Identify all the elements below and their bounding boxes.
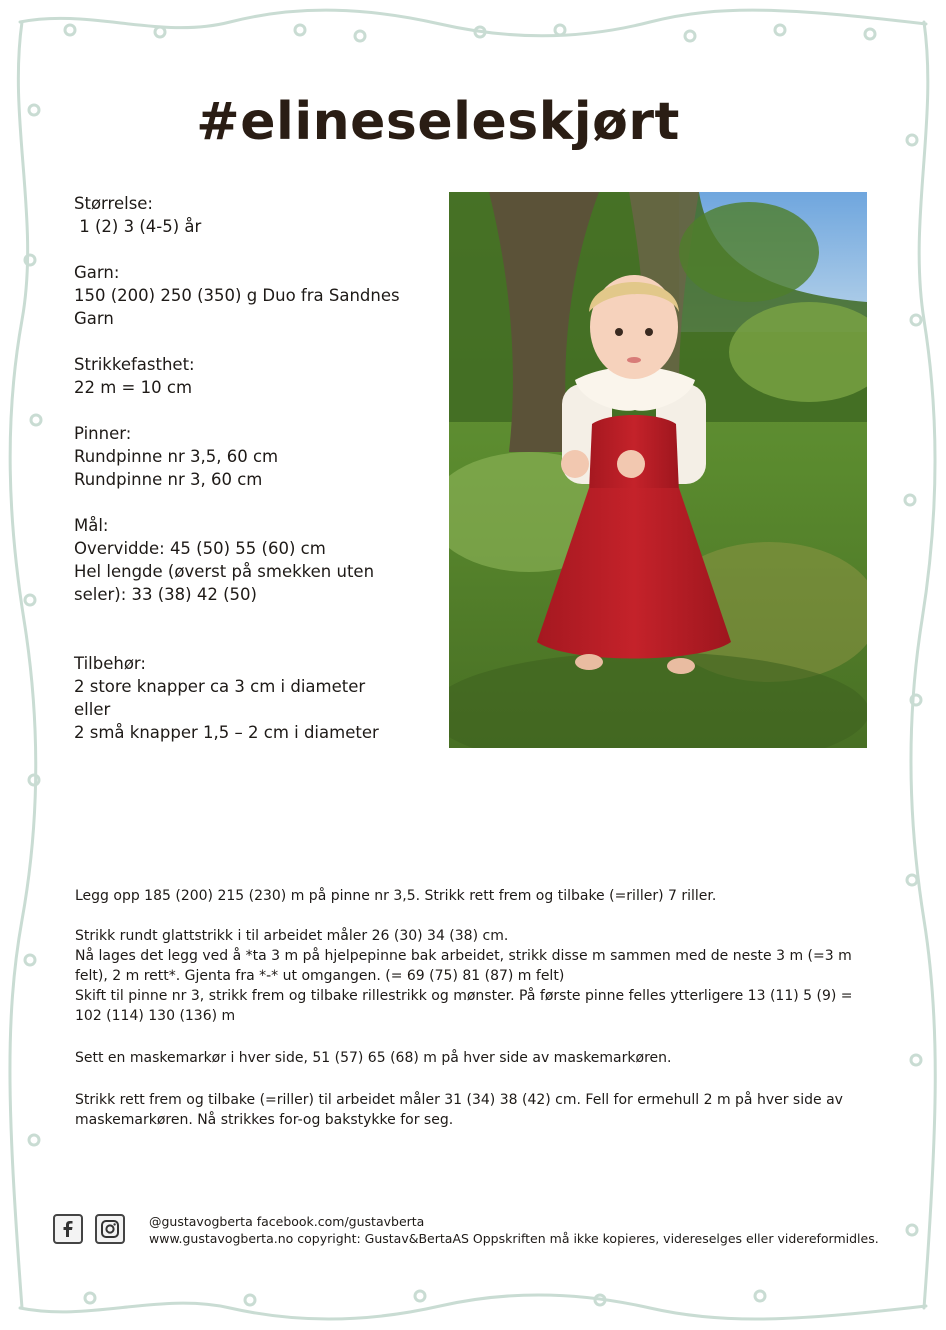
- spec-line: eller: [74, 700, 111, 719]
- spec-line: Rundpinne nr 3,5, 60 cm: [74, 447, 279, 466]
- spec-line: Hel lengde (øverst på smekken uten: [74, 562, 375, 581]
- instructions: [75, 886, 875, 1150]
- instruction-paragraph: Strikk rett frem og tilbake (=riller) til arbeidet måler 31 (34) 38 (42) cm. Fell for ermehull 2 m på hver side av maskemarkøren. Nå strikkes for-og bakstykke for seg.: [75, 1092, 843, 1128]
- spec-size: [74, 192, 434, 238]
- instruction-paragraph: Legg opp 185 (200) 215 (230) m på pinne nr 3,5. Strikk rett frem og tilbake (=riller) 7 riller.: [75, 888, 717, 904]
- instruction-paragraph: Skift til pinne nr 3, strikk frem og tilbake rillestrikk og mønster. På første pinne felles ytterligere 13 (11) 5 (9) = 102 (114) 130 (136) m: [75, 988, 853, 1024]
- social-icons: [53, 1214, 125, 1244]
- spec-label: Strikkefasthet:: [74, 355, 195, 374]
- spec-line: 2 store knapper ca 3 cm i diameter: [74, 677, 366, 696]
- footer-copyright-line: www.gustavogberta.no copyright: Gustav&BertaAS Oppskriften må ikke kopieres, videreselges eller videreformidles.: [149, 1231, 879, 1246]
- spec-label: Pinner:: [74, 424, 132, 443]
- spec-label: Størrelse:: [74, 194, 153, 213]
- instruction-paragraph: Strikk rundt glattstrikk i til arbeidet måler 26 (30) 34 (38) cm.: [75, 928, 509, 944]
- spec-line: Garn: [74, 309, 114, 328]
- facebook-icon[interactable]: [53, 1214, 83, 1244]
- spec-accessories: [74, 652, 434, 744]
- instruction-paragraph: Nå lages det legg ved å *ta 3 m på hjelpepinne bak arbeidet, strikk disse m sammen med de neste 3 m (=3 m felt), 2 m rett*. Gjenta fra *-* ut omgangen. (= 69 (75) 81 (87) m felt): [75, 948, 852, 984]
- spec-needles: [74, 422, 434, 491]
- spec-label: Garn:: [74, 263, 120, 282]
- instagram-icon[interactable]: [95, 1214, 125, 1244]
- spec-line: Rundpinne nr 3, 60 cm: [74, 470, 263, 489]
- product-photo: [449, 192, 867, 748]
- spec-yarn: [74, 261, 434, 330]
- page-title: #elineseleskjørt: [196, 92, 680, 152]
- spec-line: 1 (2) 3 (4-5) år: [74, 217, 202, 236]
- footer-social-line[interactable]: @gustavogberta facebook.com/gustavberta: [149, 1214, 425, 1229]
- spec-line: 150 (200) 250 (350) g Duo fra Sandnes: [74, 286, 400, 305]
- spec-list: [74, 192, 434, 767]
- spec-line: Overvidde: 45 (50) 55 (60) cm: [74, 539, 326, 558]
- spec-label: Tilbehør:: [74, 654, 146, 673]
- spec-line: 2 små knapper 1,5 – 2 cm i diameter: [74, 723, 379, 742]
- spec-gauge: [74, 353, 434, 399]
- spec-line: seler): 33 (38) 42 (50): [74, 585, 257, 604]
- spec-label: Mål:: [74, 516, 109, 535]
- instruction-paragraph: Sett en maskemarkør i hver side, 51 (57) 65 (68) m på hver side av maskemarkøren.: [75, 1050, 672, 1066]
- spec-measurements: [74, 514, 434, 606]
- footer: [149, 1213, 879, 1247]
- spec-line: 22 m = 10 cm: [74, 378, 193, 397]
